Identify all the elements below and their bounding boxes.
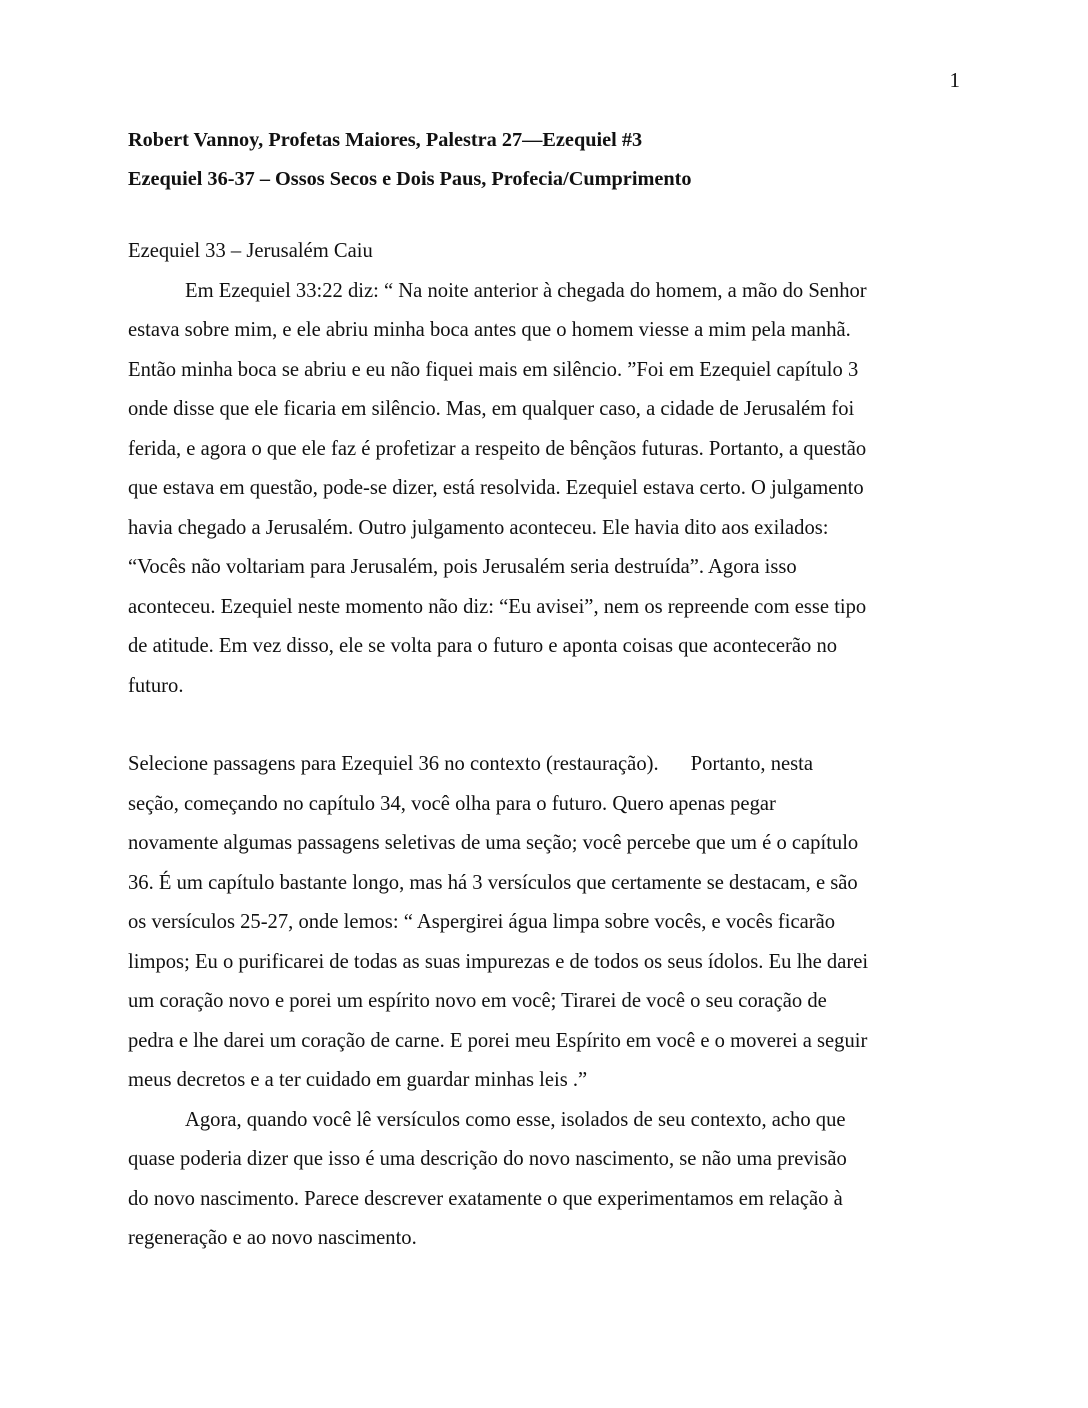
document-content	[128, 127, 962, 1259]
document-subtitle: Ezequiel 36-37 – Ossos Secos e Dois Paus, Profecia/Cumprimento	[128, 168, 692, 190]
text-line: que estava em questão, pode-se dizer, está resolvida. Ezequiel estava certo. O julgamento	[128, 477, 864, 499]
section-ezequiel-36	[128, 745, 962, 1259]
text-line: limpos; Eu o purificarei de todas as suas impurezas e de todos os seus ídolos. Eu lhe darei	[128, 950, 869, 973]
document-title: Robert Vannoy, Profetas Maiores, Palestra 27—Ezequiel #3	[128, 129, 643, 151]
text-line: quase poderia dizer que isso é uma descrição do novo nascimento, se não uma previsão	[128, 1148, 847, 1170]
section-heading: Selecione passagens para Ezequiel 36 no contexto (restauração).	[128, 753, 659, 775]
text-line: regeneração e ao novo nascimento.	[128, 1227, 417, 1249]
section-heading: Ezequiel 33 – Jerusalém Caiu	[128, 240, 373, 262]
text-line: ferida, e agora o que ele faz é profetizar a respeito de bênçãos futuras. Portanto, a questão	[128, 437, 867, 460]
text-line: aconteceu. Ezequiel neste momento não diz: “Eu avisei”, nem os repreende com esse tipo	[128, 595, 867, 618]
text-line: seção, começando no capítulo 34, você olha para o futuro. Quero apenas pegar	[128, 792, 776, 815]
text-line: novamente algumas passagens seletivas de uma seção; você percebe que um é o capítulo	[128, 832, 859, 854]
text-line: um coração novo e porei um espírito novo em você; Tirarei de você o seu coração de	[128, 990, 827, 1012]
text-line: futuro.	[128, 674, 184, 697]
text-line: onde disse que ele ficaria em silêncio. Mas, em qualquer caso, a cidade de Jerusalém foi	[128, 398, 855, 420]
section-heading-line	[128, 745, 962, 785]
text-line: Agora, quando você lê versículos como esse, isolados de seu contexto, acho que	[185, 1108, 846, 1131]
text-fragment: Portanto, nesta	[690, 753, 814, 775]
text-line: Então minha boca se abriu e eu não fiquei mais em silêncio. ”Foi em Ezequiel capítulo 3	[128, 358, 859, 381]
paragraph-gap	[128, 706, 962, 745]
text-line: de atitude. Em vez disso, ele se volta para o futuro e aponta coisas que acontecerão no	[128, 635, 838, 657]
text-line: Em Ezequiel 33:22 diz: “ Na noite anterior à chegada do homem, a mão do Senhor	[185, 279, 867, 302]
text-line: meus decretos e a ter cuidado em guardar minhas leis .”	[128, 1069, 588, 1091]
text-line: os versículos 25-27, onde lemos: “ Aspergirei água limpa sobre vocês, e vocês ficarão	[128, 911, 836, 933]
section-ezequiel-33	[128, 232, 962, 706]
text-line: 36. É um capítulo bastante longo, mas há 3 versículos que certamente se destacam, e são	[128, 871, 858, 894]
text-line: do novo nascimento. Parece descrever exatamente o que experimentamos em relação à	[128, 1187, 843, 1210]
text-line: estava sobre mim, e ele abriu minha boca antes que o homem viesse a mim pela manhã.	[128, 319, 851, 341]
page-number: 1	[949, 68, 960, 92]
text-line: pedra e lhe darei um coração de carne. E porei meu Espírito em você e o moverei a seguir	[128, 1029, 868, 1052]
text-line: “Vocês não voltariam para Jerusalém, pois Jerusalém seria destruída”. Agora isso	[128, 556, 797, 578]
text-line: havia chegado a Jerusalém. Outro julgamento aconteceu. Ele havia dito aos exilados:	[128, 516, 829, 539]
